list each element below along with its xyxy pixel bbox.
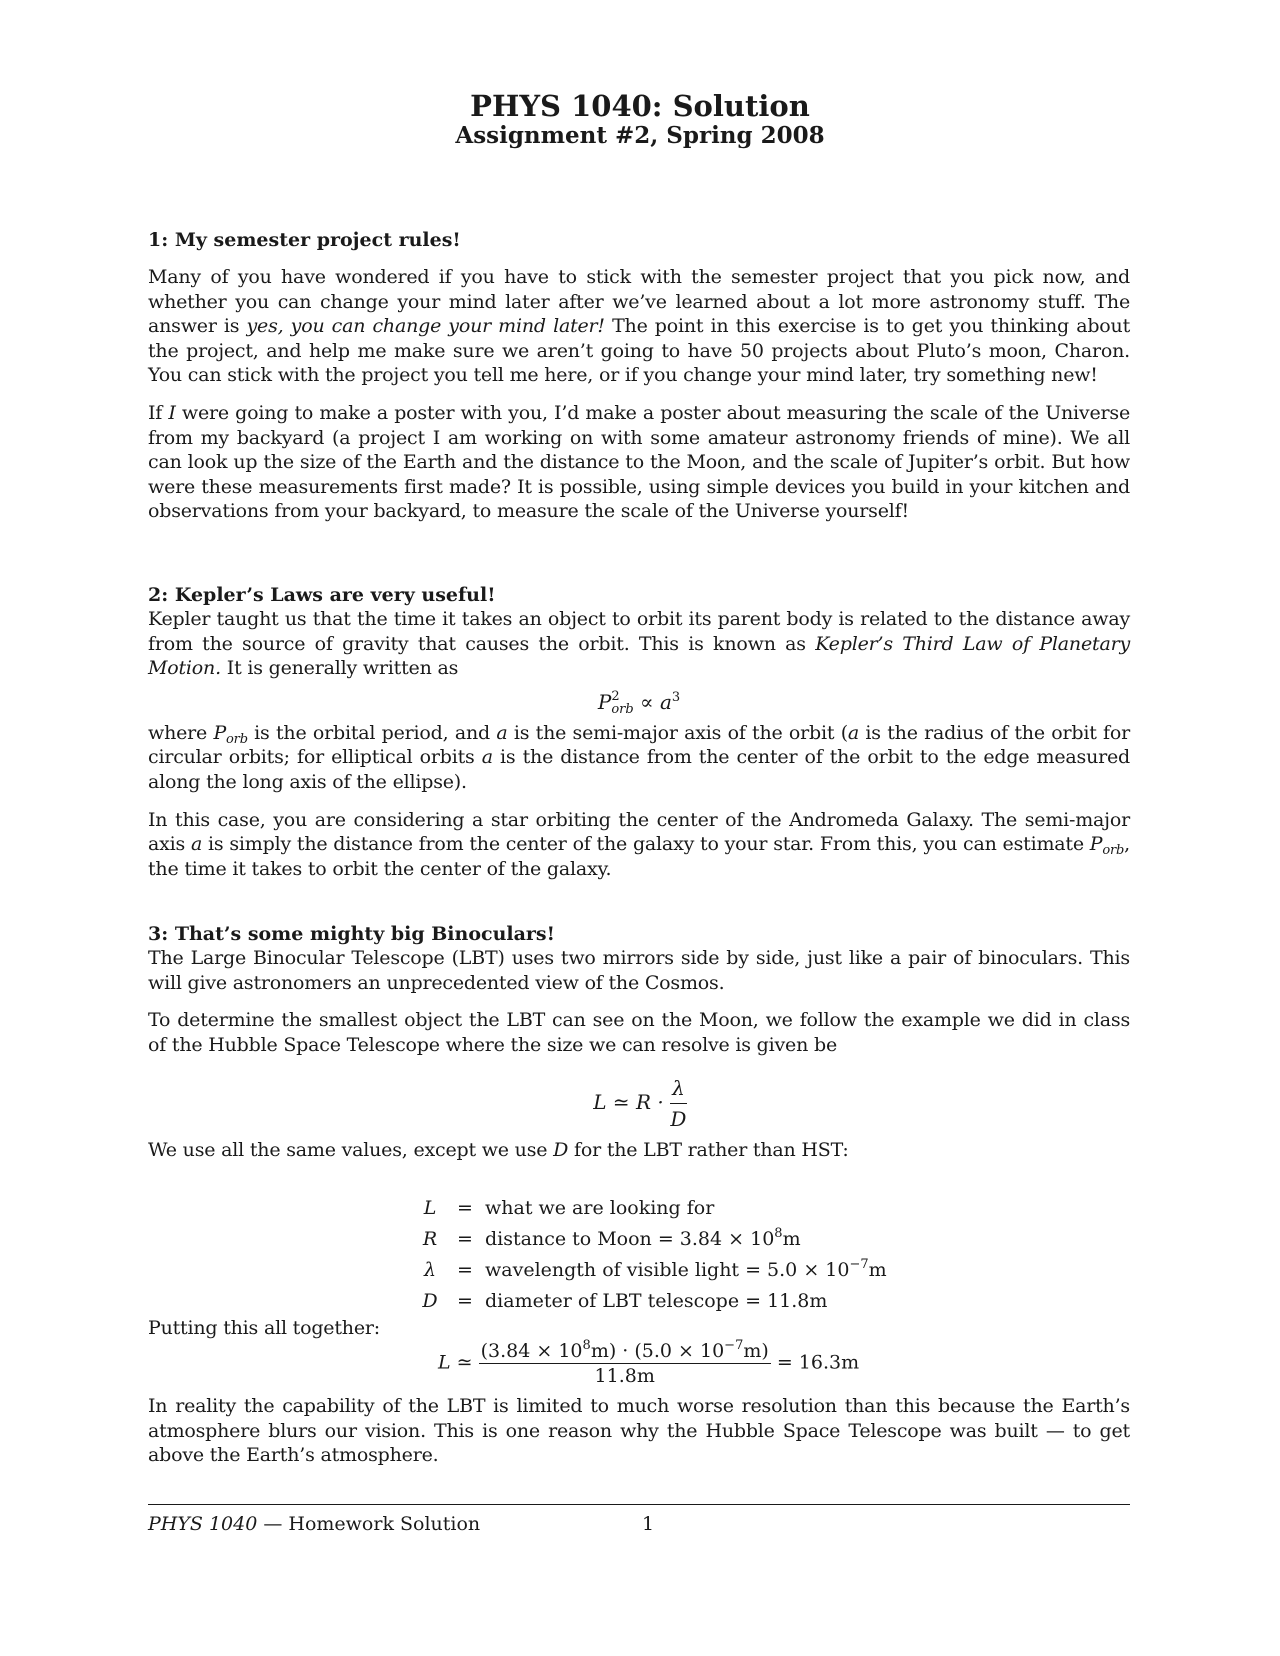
eq-subscript: orb [1102,843,1125,859]
text-run: is the orbital period, and [247,721,497,744]
section-2-paragraph-1 [148,607,1130,681]
eq-symbol: a [190,833,203,856]
definition-text [485,1285,887,1316]
definition-equals: = [457,1227,473,1250]
section-3-paragraph-3 [148,1138,1130,1163]
section-2-heading: 2: Kepler’s Laws are very useful! [148,584,496,606]
section-2-paragraph-2 [148,721,1130,795]
eq-denominator: 11.8m [594,1365,655,1387]
section-3-paragraph-2: To determine the smallest object the LBT can see on the Moon, we follow the example we did in class of the Hubble Space Telescope where the size we can resolve is given be [148,1009,1130,1056]
section-3 [148,922,1130,1057]
text-run: m) [743,1340,769,1362]
footer-course: PHYS 1040 [148,1513,258,1535]
section-3-paragraph-4: Putting this all together: [148,1317,380,1339]
emphasis-text: yes, you can change your mind later! [246,315,605,338]
eq-numerator [479,1340,771,1364]
eq-superscript: 8 [582,1338,591,1353]
definition-text [485,1223,887,1254]
page-number: 1 [642,1513,655,1535]
section-2-paragraph-3 [148,808,1130,882]
text-run: is the semi-major axis of the orbit ( [507,721,848,744]
text-run: , the time it takes to orbit the center of the galaxy. [148,833,1130,880]
section-1-heading: 1: My semester project rules! [148,229,461,251]
text-run: m) · (5.0 × 10 [590,1340,725,1362]
eq-base: 10 [750,1227,775,1250]
eq-subscript: orb [611,702,634,718]
eq-symbol: D [553,1139,569,1161]
emphasis-text: I [168,401,176,424]
emphasis-text: Kepler’s Third Law of Planetary Motion. [148,632,1130,680]
resolution-equation [0,1074,1280,1133]
footer-divider [148,1504,1130,1505]
definition-row [415,1192,887,1223]
section-1 [148,228,1130,524]
definition-equals: = [457,1258,473,1281]
eq-superscript: −7 [849,1256,869,1272]
eq-symbol: a [481,746,493,769]
text-run: It is generally written as [220,657,459,680]
text-run: is simply the distance from the center of the galaxy to your star. From this, you can estimate [202,833,1090,856]
text-run: wavelength of visible light = 5.0 × [485,1258,826,1281]
page-subtitle: Assignment #2, Spring 2008 [455,122,825,149]
text-run: In this case, you are considering a star orbiting the center of the Andromeda Galaxy. The semi-major axis [148,808,1130,856]
text-run: The point in this exercise is to get you thinking about the project, and help me make sure we aren’t going to have 50 projects about Pluto’s moon, Charon. You can stick with the project you tell me here, or if you change your mind later, try something new! [148,315,1130,387]
text-run: where [148,721,214,744]
definition-row [415,1254,887,1285]
text-run: is the distance from the center of the orbit to the edge measured along the long axis of the ellipse). [148,746,1130,793]
eq-lhs: L ≃ R · [593,1090,664,1114]
page-title: PHYS 1040: Solution [470,89,810,123]
definition-symbol: R [422,1227,438,1250]
text-run: distance to Moon = 3.84 × [485,1227,751,1250]
text-run: is the radius of the orbit for circular orbits; for elliptical orbits [148,721,1130,769]
definitions-table [415,1192,887,1316]
eq-symbol: P [597,689,612,714]
definition-row [415,1285,887,1316]
eq-superscript: 8 [774,1225,783,1241]
section-3-heading: 3: That’s some mighty big Binoculars! [148,923,555,945]
eq-symbol: a [659,689,672,714]
eq-denominator: D [670,1107,687,1131]
eq-fraction [479,1340,771,1387]
eq-lhs: L ≃ [438,1351,473,1374]
eq-symbol: a [496,721,508,744]
footer-left [148,1511,480,1537]
eq-symbol: P [213,721,227,744]
text-run: what we are looking for [485,1196,715,1219]
eq-symbol: a [847,721,860,744]
eq-unit: m [868,1258,887,1281]
definition-row [415,1223,887,1254]
eq-base: 10 [825,1258,850,1281]
eq-fraction [670,1074,687,1133]
section-2 [148,583,1130,881]
section-1-paragraph-2 [148,401,1130,524]
text-run: were going to make a poster with you, I’d make a poster about measuring the scale of the Universe from my backyard (a project I am working on with some amateur astronomy friends of mine). We all can look up the size of the Earth and the distance to the Moon, and the scale of Jupiter’s orbit. But how were these measurements first made? It is possible, using simple devices you build in your kitchen and observations from your backyard, to measure the scale of the Universe yourself! [148,401,1130,523]
eq-numerator: λ [670,1074,687,1104]
section-3-cont-2 [148,1316,1130,1341]
definition-symbol: D [422,1289,438,1312]
eq-subscript: orb [226,731,248,747]
text-run: Many of you have wondered if you have to stick with the semester project that you pick now, and whether you can change your mind later after we’ve learned about a lot more astronomy stuff. The answer is [148,266,1130,338]
text-run: If [148,401,169,424]
section-3-paragraph-1: The Large Binocular Telescope (LBT) uses two mirrors side by side, just like a pair of binoculars. This will give astronomers an unprecedented view of the Cosmos. [148,947,1130,994]
section-3-cont-3 [148,1394,1130,1468]
section-3-paragraph-5: In reality the capability of the LBT is limited to much worse resolution than this because the Earth’s atmosphere blurs our vision. This is one reason why the Hubble Space Telescope was built — to get above the Earth’s atmosphere. [148,1395,1130,1467]
text-run: (3.84 × 10 [480,1340,583,1362]
text-run: We use all the same values, except we use [148,1139,554,1161]
eq-rhs: = 16.3m [776,1351,860,1374]
definition-text [485,1192,887,1223]
eq-symbol: P [1089,833,1103,856]
text-run: diameter of LBT telescope = 11.8m [485,1289,828,1312]
eq-unit: m [782,1227,801,1250]
definition-symbol: L [423,1196,437,1219]
section-1-paragraph-1 [148,265,1130,388]
eq-relation: ∝ [633,689,660,714]
footer-label: — Homework Solution [257,1513,481,1535]
text-run: for the LBT rather than HST: [568,1139,849,1161]
definition-equals: = [457,1196,473,1219]
kepler-equation [148,687,1130,717]
definition-symbol: λ [423,1258,437,1281]
eq-superscript: 2 [611,689,620,705]
definition-equals: = [457,1289,473,1312]
text-run: Kepler taught us that the time it takes an object to orbit its parent body is related to the distance away from the source of gravity that causes the orbit. This is known as [148,608,1130,655]
definition-text [485,1254,887,1285]
eq-superscript: 3 [671,689,681,705]
result-equation [438,1340,859,1387]
section-3-cont [148,1138,1130,1163]
eq-superscript: −7 [724,1338,744,1353]
